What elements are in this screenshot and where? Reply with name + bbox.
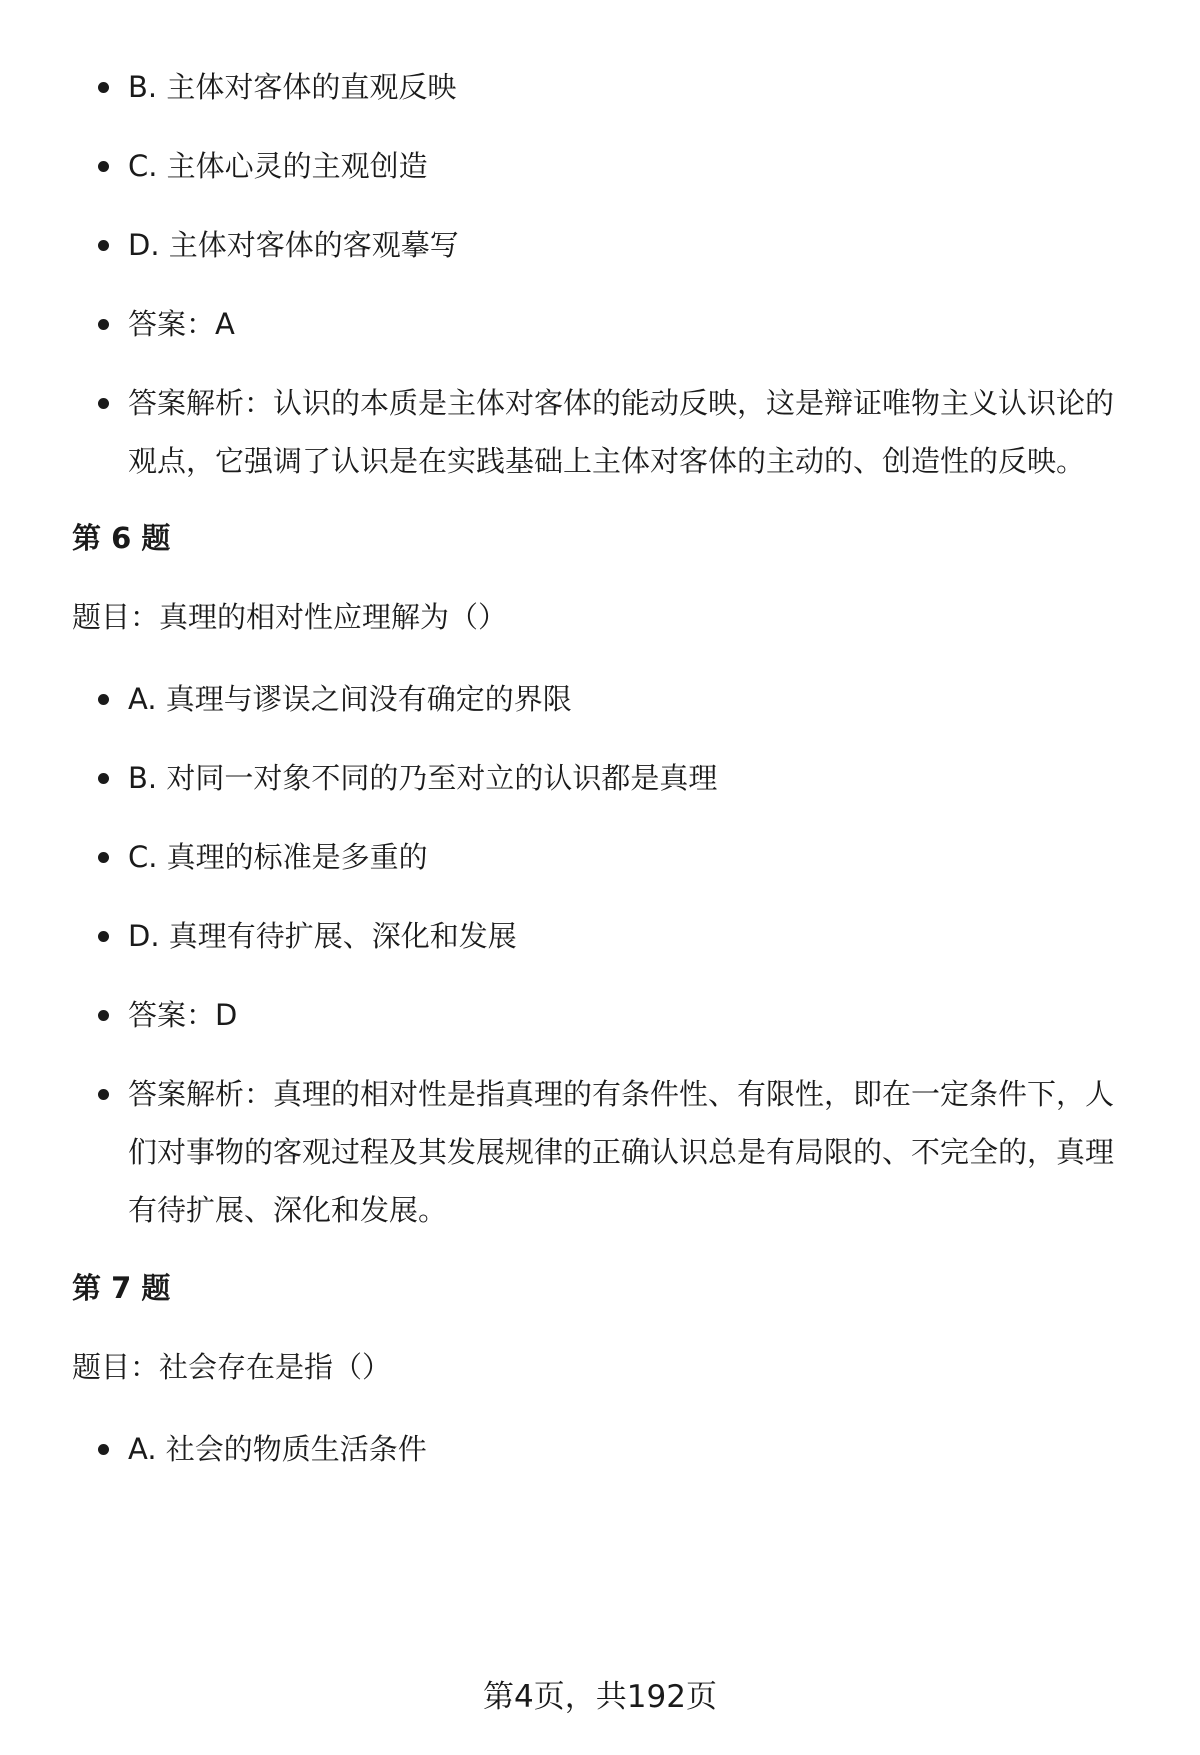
q5-answer-list xyxy=(0,295,1200,353)
q5-answer: 答案：A xyxy=(0,295,1200,353)
q7-options-list-a xyxy=(0,1420,1200,1478)
q6-option-d: D. 真理有待扩展、深化和发展 xyxy=(0,907,1200,965)
q7-stem: 题目：社会存在是指（） xyxy=(72,1350,392,1384)
q5-explanation: 答案解析：认识的本质是主体对客体的能动反映，这是辩证唯物主义认识论的观点，它强调了认识是在实践基础上主体对客体的主动的、创造性的反映。 xyxy=(0,374,1200,490)
q5-option-b: B. 主体对客体的直观反映 xyxy=(0,58,1200,116)
q5-options-list-d xyxy=(0,216,1200,274)
q6-option-c: C. 真理的标准是多重的 xyxy=(0,828,1200,886)
q6-answer: 答案：D xyxy=(0,986,1200,1044)
q5-option-d: D. 主体对客体的客观摹写 xyxy=(0,216,1200,274)
q6-heading: 第 6 题 xyxy=(72,521,171,555)
q6-option-a: A. 真理与谬误之间没有确定的界限 xyxy=(0,670,1200,728)
q7-option-a: A. 社会的物质生活条件 xyxy=(0,1420,1200,1478)
q6-options-list-c xyxy=(0,828,1200,886)
q6-explanation: 答案解析：真理的相对性是指真理的有条件性、有限性，即在一定条件下，人们对事物的客观过程及其发展规律的正确认识总是有局限的、不完全的，真理有待扩展、深化和发展。 xyxy=(0,1065,1200,1239)
q6-options-list-b xyxy=(0,749,1200,807)
q5-options-list-c xyxy=(0,137,1200,195)
q5-explanation-list xyxy=(0,374,1200,490)
q5-options-list xyxy=(0,58,1200,116)
q6-options-list-d xyxy=(0,907,1200,965)
q7-heading: 第 7 题 xyxy=(72,1271,171,1305)
q5-option-c: C. 主体心灵的主观创造 xyxy=(0,137,1200,195)
q6-option-b: B. 对同一对象不同的乃至对立的认识都是真理 xyxy=(0,749,1200,807)
page-indicator: 第4页，共192页 xyxy=(483,1679,717,1715)
q6-answer-list xyxy=(0,986,1200,1044)
q6-stem: 题目：真理的相对性应理解为（） xyxy=(72,600,508,634)
q6-options-list-a xyxy=(0,670,1200,728)
q6-explanation-list xyxy=(0,1065,1200,1239)
